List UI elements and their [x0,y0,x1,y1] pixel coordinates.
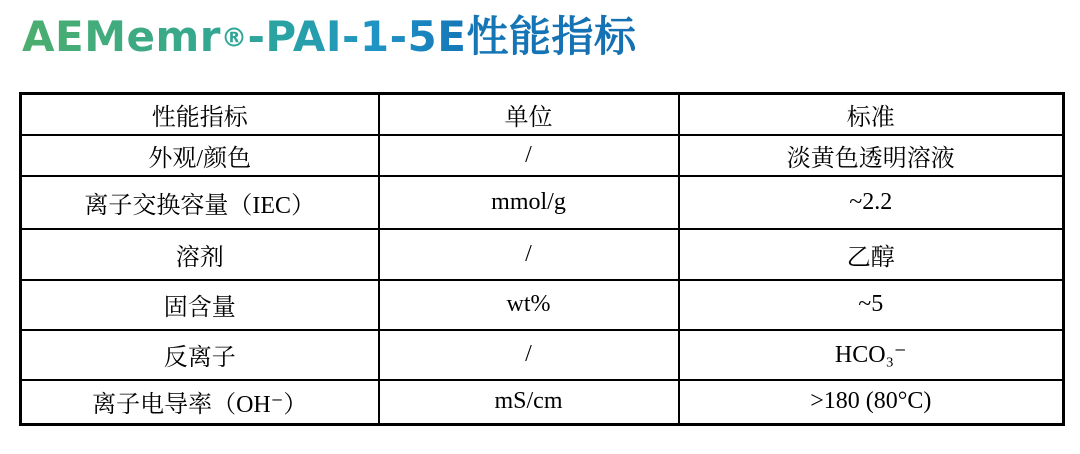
table-row-solid-content [21,280,1064,330]
table-row-ionic-conductivity [21,380,1064,425]
cell-ionic-conductivity-name: 离子电导率（OH⁻） [21,380,379,425]
cell-solvent-name: 溶剂 [21,229,379,280]
table-row-appearance [21,135,1064,176]
cell-iec-unit: mmol/g [379,176,679,229]
cell-solvent-standard: 乙醇 [679,229,1064,280]
cell-solvent-unit: / [379,229,679,280]
table-header-row [21,94,1064,135]
column-header-unit: 单位 [379,94,679,135]
cell-ionic-conductivity-unit: mS/cm [379,380,679,425]
title-model: -PAI-1-5E [247,12,467,61]
cell-ionic-conductivity-standard: >180 (80°C) [679,380,1064,425]
registered-trademark-symbol: ® [220,23,248,54]
cell-counter-ion-unit: / [379,330,679,380]
cell-counter-ion-name: 反离子 [21,330,379,380]
cell-counter-ion-standard: HCO₃⁻ [679,330,1064,380]
cell-iec-standard: ~2.2 [679,176,1064,229]
cell-solid-content-standard: ~5 [679,280,1064,330]
cell-appearance-name: 外观/颜色 [21,135,379,176]
column-header-performance-index: 性能指标 [21,94,379,135]
cell-solid-content-name: 固含量 [21,280,379,330]
title-brand: AEMemr [22,12,221,61]
table-row-iec [21,176,1064,229]
title-suffix: 性能指标 [466,12,637,61]
cell-appearance-unit: / [379,135,679,176]
cell-solid-content-unit: wt% [379,280,679,330]
column-header-standard: 标准 [679,94,1064,135]
cell-iec-name: 离子交换容量（IEC） [21,176,379,229]
table-row-solvent [21,229,1064,280]
spec-table [19,92,1065,426]
page-title [22,12,637,62]
table-row-counter-ion [21,330,1064,380]
cell-appearance-standard: 淡黄色透明溶液 [679,135,1064,176]
